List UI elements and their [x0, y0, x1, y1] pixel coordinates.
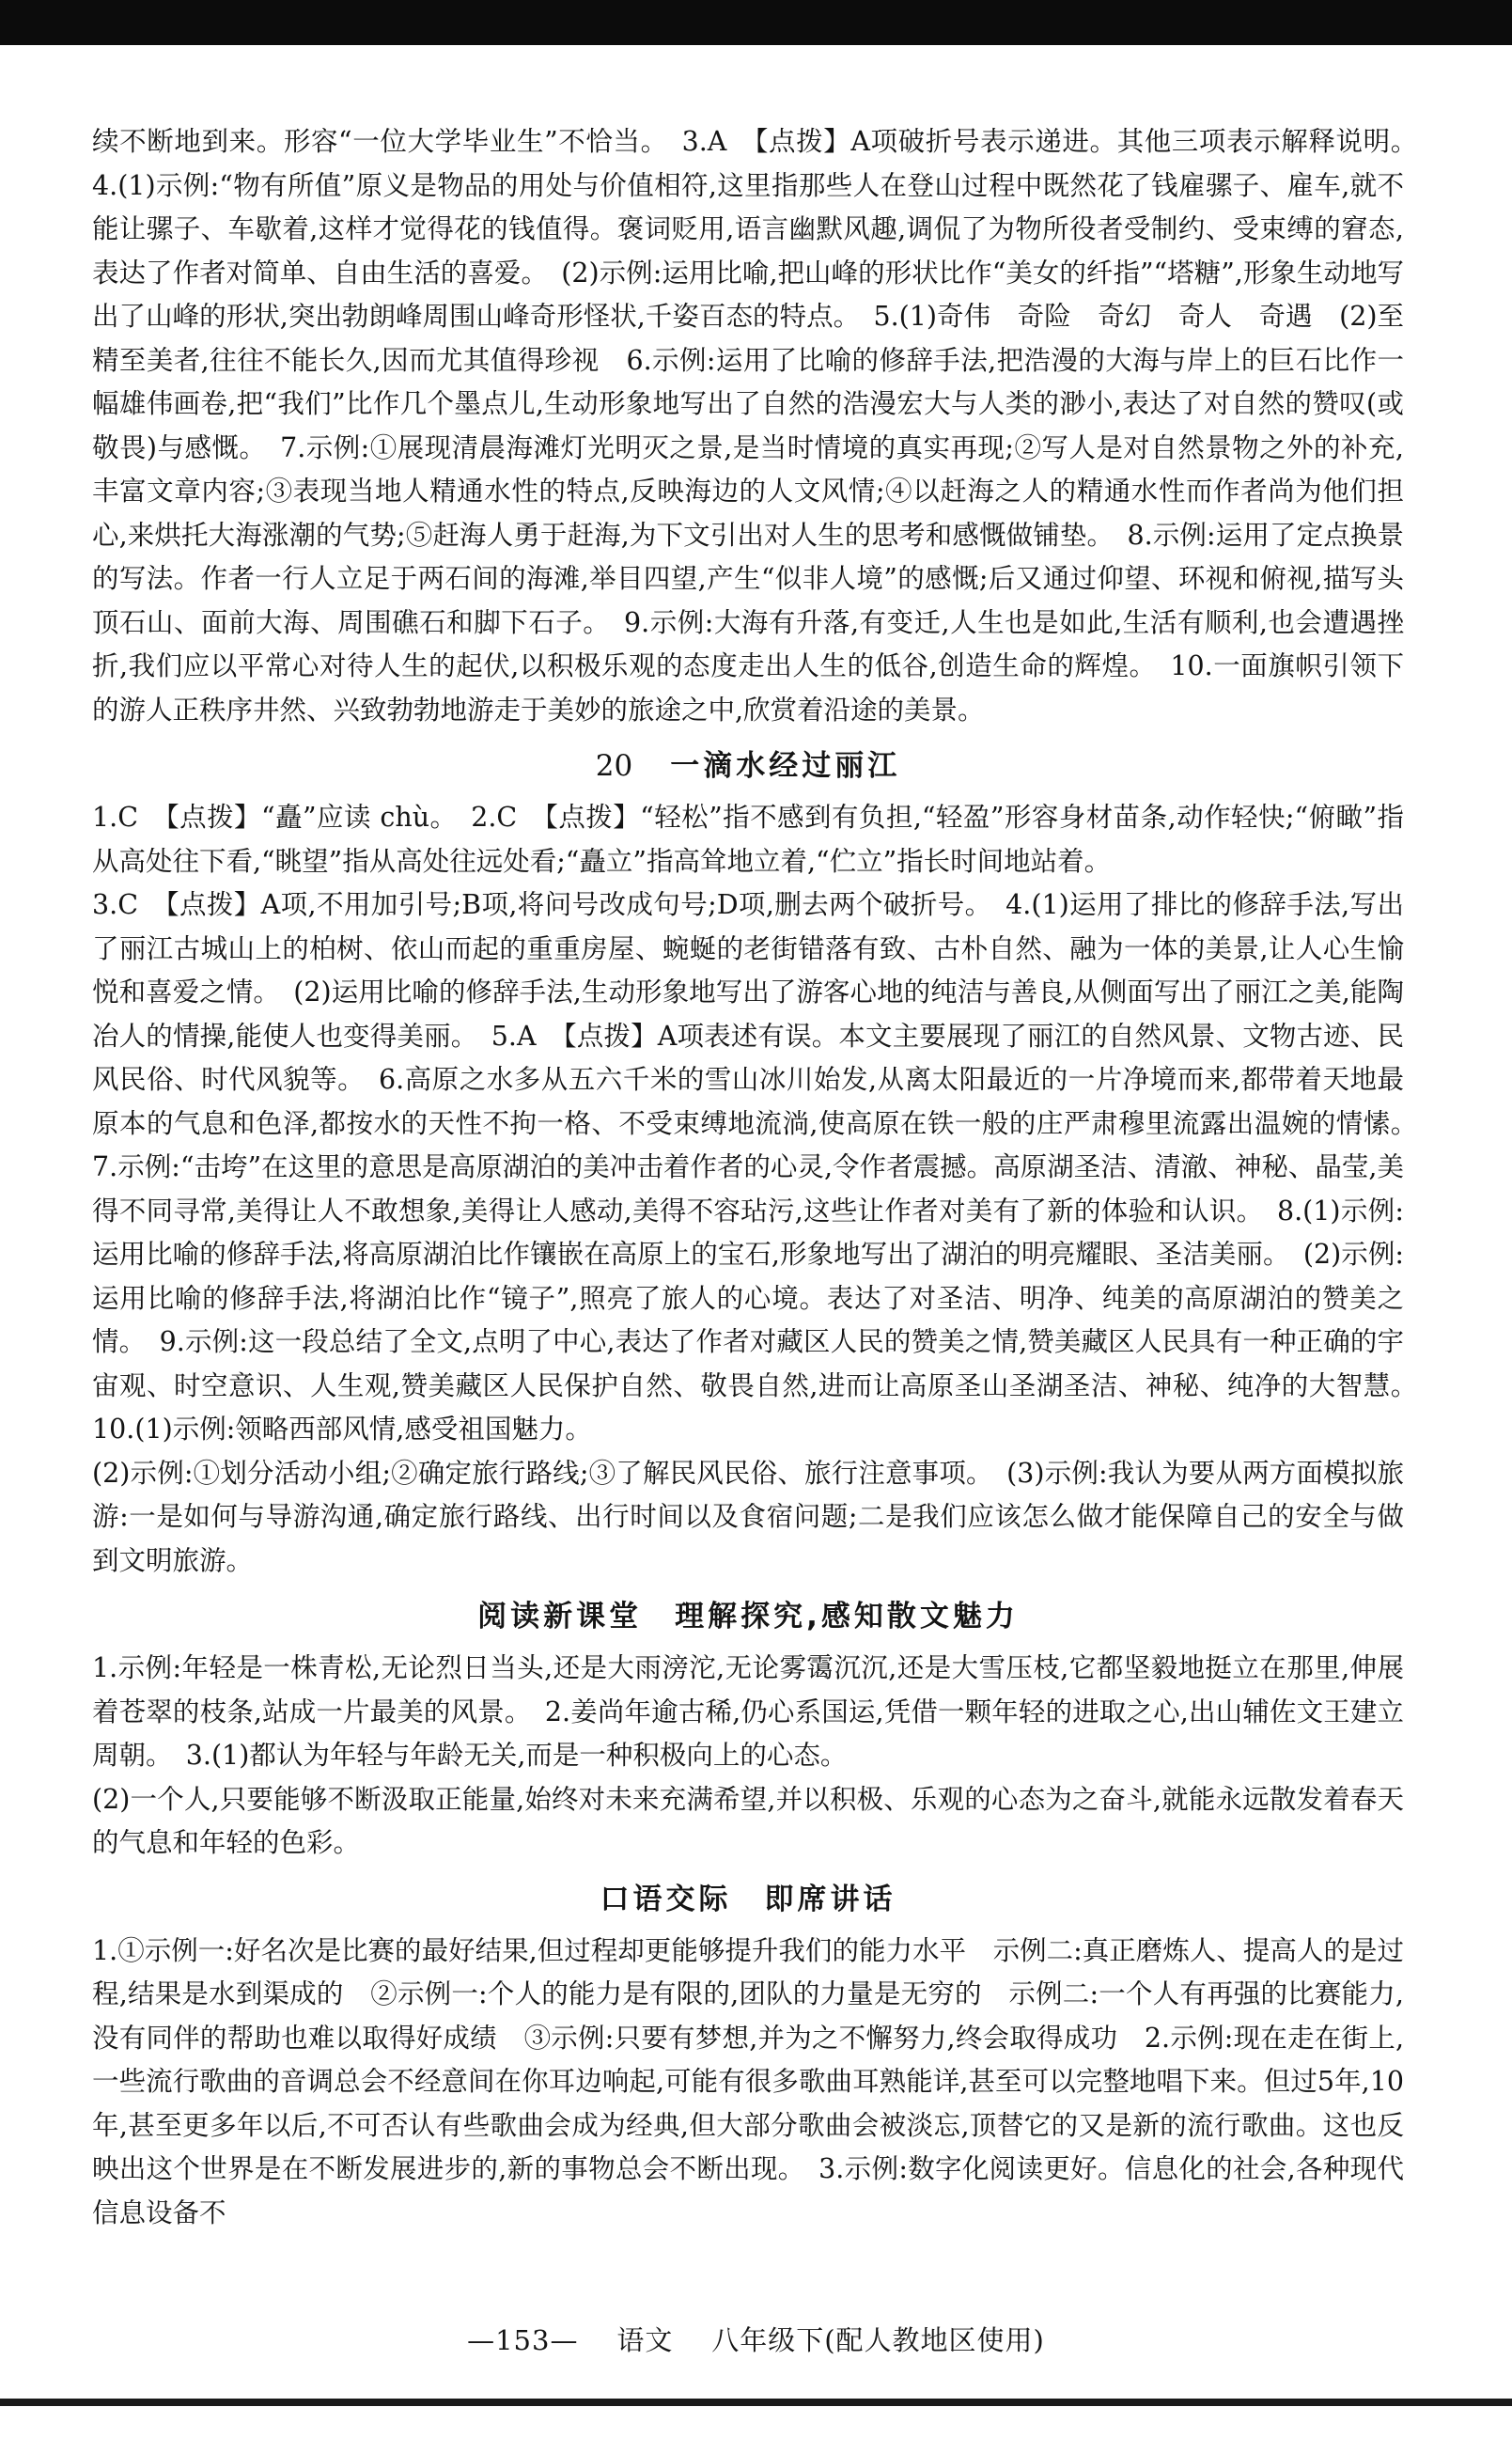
section-title	[92, 740, 1404, 792]
section-continued	[92, 120, 1431, 732]
paragraph: 续不断地到来。形容“一位大学毕业生”不恰当。 3.A 【点拨】A项破折号表示递进。其他三项表示解释说明。 4.(1)示例:“物有所值”原义是物品的用处与价值相符,这里指那些人在登山过程中既然花了钱雇骡子、雇车,就不能让骡子、车歇着,这样才觉得花的钱值得。褒词贬用,语言幽默风趣,调侃了为物所役者受制约、受束缚的窘态,表达了作者对简单、自由生活的喜爱。 (2)示例:运用比喻,把山峰的形状比作“美女的纤指”“塔糖”,形象生动地写出了山峰的形状,突出勃朗峰周围山峰奇形怪状,千姿百态的特点。 5.(1)奇伟 奇险 奇幻 奇人 奇遇 (2)至精至美者,往往不能长久,因而尤其值得珍视 6.示例:运用了比喻的修辞手法,把浩漫的大海与岸上的巨石比作一幅雄伟画卷,把“我们”比作几个墨点儿,生动形象地写出了自然的浩漫宏大与人类的渺小,表达了对自然的赞叹(或敬畏)与感慨。 7.示例:①展现清晨海滩灯光明灭之景,是当时情境的真实再现;②写人是对自然景物之外的补充,丰富文章内容;③表现当地人精通水性的特点,反映海边的人文风情;④以赶海之人的精通水性而作者尚为他们担心,来烘托大海涨潮的气势;⑤赶海人勇于赶海,为下文引出对人生的思考和感慨做铺垫。 8.示例:运用了定点换景的写法。作者一行人立足于两石间的海滩,举目四望,产生“似非人境”的感慨;后又通过仰望、环视和俯视,描写头顶石山、面前大海、周围礁石和脚下石子。 9.示例:大海有升落,有变迁,人生也是如此,生活有顺利,也会遭遇挫折,我们应以平常心对待人生的起伏,以积极乐观的态度走出人生的低谷,创造生命的辉煌。 10.一面旗帜引领下的游人正秩序井然、兴致勃勃地游走于美妙的旅途之中,欣赏着沿途的美景。	[92, 126, 1431, 726]
paragraph: 1.C 【点拨】“矗”应读 chù。 2.C 【点拨】“轻松”指不感到有负担,“轻盈”形容身材苗条,动作轻快;“俯瞰”指从高处往下看,“眺望”指从高处往远处看;“矗立”指高耸地立着,“伫立”指长时间地站着。	[92, 802, 1404, 877]
paragraph: 1.①示例一:好名次是比赛的最好结果,但过程却更能够提升我们的能力水平 示例二:真正磨炼人、提高人的是过程,结果是水到渠成的 ②示例一:个人的能力是有限的,团队的力量是无穷的 示例二:一个人有再强的比赛能力,没有同伴的帮助也难以取得好成绩 ③示例:只要有梦想,并为之不懈努力,终会取得成功 2.示例:现在走在街上,一些流行歌曲的音调总会不经意间在你耳边响起,可能有很多歌曲耳熟能详,甚至可以完整地唱下来。但过5年,10年,甚至更多年以后,不可否认有些歌曲会成为经典,但大部分歌曲会被淡忘,顶替它的又是新的流行歌曲。这也反映出这个世界是在不断发展进步的,新的事物总会不断出现。 3.示例:数字化阅读更好。信息化的社会,各种现代信息设备不	[92, 1934, 1404, 2228]
lesson-number: 20	[595, 749, 633, 783]
paragraph: (2)示例:①划分活动小组;②确定旅行路线;③了解民风民俗、旅行注意事项。 (3)示例:我认为要从两方面模拟旅游:一是如何与导游沟通,确定旅行路线、出行时间以及食宿问题;二是我们应该怎么做才能保障自己的安全与做到文明旅游。	[92, 1457, 1404, 1576]
paragraph: 1.示例:年轻是一株青松,无论烈日当头,还是大雨滂沱,无论雾霭沉沉,还是大雪压枝,它都坚毅地挺立在那里,伸展着苍翠的枝条,站成一片最美的风景。 2.姜尚年逾古稀,仍心系国运,凭借一颗年轻的进取之心,出山辅佐文王建立周朝。 3.(1)都认为年轻与年龄无关,而是一种积极向上的心态。	[92, 1652, 1404, 1771]
subject-label: 语文	[616, 2324, 674, 2356]
section-title: 口语交际 即席讲话	[600, 1882, 896, 1916]
lesson-title: 一滴水经过丽江	[670, 749, 901, 783]
section-title: 阅读新课堂 理解探究,感知散文魅力	[477, 1600, 1019, 1633]
bottom-border-rule	[0, 2399, 1512, 2406]
grade-edition-label: 八年级下(配人教地区使用)	[711, 2324, 1045, 2356]
section-oral-communication	[92, 1873, 1404, 2236]
section-reading-class	[92, 1590, 1404, 1866]
page-footer	[0, 2321, 1512, 2359]
top-border-bar	[0, 0, 1512, 45]
paragraph: (2)一个人,只要能够不断汲取正能量,始终对未来充满希望,并以积极、乐观的心态为之奋斗,就能永远散发着春天的气息和年轻的色彩。	[92, 1783, 1404, 1858]
section-lesson-20	[92, 740, 1431, 1583]
paragraph: 3.C 【点拨】A项,不用加引号;B项,将问号改成句号;D项,删去两个破折号。 4.(1)运用了排比的修辞手法,写出了丽江古城山上的柏树、依山而起的重重房屋、蜿蜒的老街错落有致、古朴自然、融为一体的美景,让人心生愉悦和喜爱之情。 (2)运用比喻的修辞手法,生动形象地写出了游客心地的纯洁与善良,从侧面写出了丽江之美,能陶冶人的情操,能使人也变得美丽。 5.A 【点拨】A项表述有误。本文主要展现了丽江的自然风景、文物古迹、民风民俗、时代风貌等。 6.高原之水多从五六千米的雪山冰川始发,从离太阳最近的一片净境而来,都带着天地最原本的气息和色泽,都按水的天性不拘一格、不受束缚地流淌,使高原在铁一般的庄严肃穆里流露出温婉的情愫。 7.示例:“击垮”在这里的意思是高原湖泊的美冲击着作者的心灵,令作者震撼。高原湖圣洁、清澈、神秘、晶莹,美得不同寻常,美得让人不敢想象,美得让人感动,美得不容玷污,这些让作者对美有了新的体验和认识。 8.(1)示例:运用比喻的修辞手法,将高原湖泊比作镶嵌在高原上的宝石,形象地写出了湖泊的明亮耀眼、圣洁美丽。 (2)示例:运用比喻的修辞手法,将湖泊比作“镜子”,照亮了旅人的心境。表达了对圣洁、明净、纯美的高原湖泊的赞美之情。 9.示例:这一段总结了全文,点明了中心,表达了作者对藏区人民的赞美之情,赞美藏区人民具有一种正确的宇宙观、时空意识、人生观,赞美藏区人民保护自然、敬畏自然,进而让高原圣山圣湖圣洁、神秘、纯净的大智慧。 10.(1)示例:领略西部风情,感受祖国魅力。	[92, 889, 1431, 1445]
page-number: —153—	[467, 2324, 579, 2356]
answer-content	[92, 120, 1431, 2235]
